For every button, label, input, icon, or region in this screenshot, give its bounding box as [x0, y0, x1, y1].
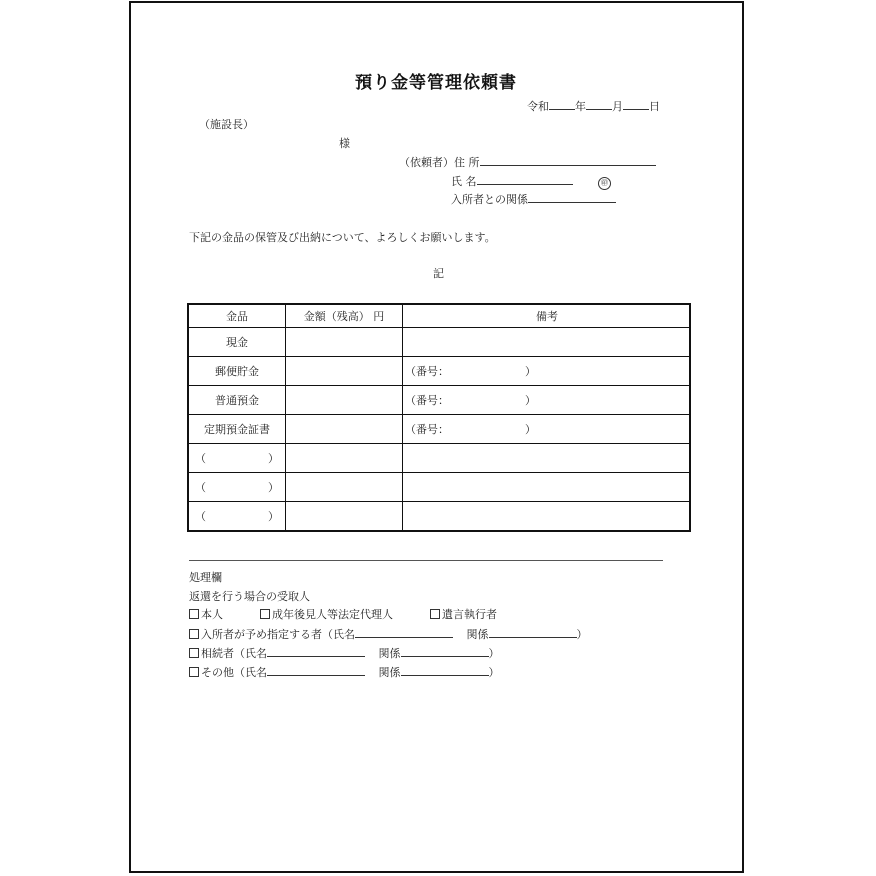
item-cell: 普通預金 — [188, 386, 286, 415]
option-executor-label: 遺言執行者 — [442, 608, 497, 621]
heir-name-field[interactable] — [267, 646, 365, 657]
amount-cell[interactable] — [286, 415, 403, 444]
amount-cell[interactable] — [286, 328, 403, 357]
option-self-label: 本人 — [201, 608, 223, 621]
option-guardian-label: 成年後見人等法定代理人 — [272, 608, 393, 621]
option-heir-label: 相続者（氏名 — [201, 647, 267, 660]
amount-cell[interactable] — [286, 473, 403, 502]
requester-relation-line — [451, 192, 616, 206]
table-row — [188, 357, 690, 386]
other-relation-field[interactable] — [401, 665, 489, 676]
table-row — [188, 415, 690, 444]
checkbox-self[interactable] — [189, 609, 199, 619]
heir-row: 相続者（氏名 関係 ） — [189, 646, 500, 660]
year-blank[interactable] — [549, 99, 575, 110]
header-note: 備考 — [403, 304, 691, 328]
checkbox-heir[interactable] — [189, 648, 199, 658]
document-page — [129, 1, 744, 873]
date-year-label: 年 — [575, 100, 586, 113]
note-cell[interactable] — [403, 444, 691, 473]
option-designated-label: 入所者が予め指定する者（氏名 — [201, 628, 355, 641]
table-row — [188, 386, 690, 415]
receiver-options-row — [189, 608, 497, 621]
month-blank[interactable] — [586, 99, 612, 110]
table-row — [188, 502, 690, 532]
name-label: 氏 名 — [451, 175, 477, 188]
address-field[interactable] — [480, 155, 656, 166]
item-cell: 定期預金証書 — [188, 415, 286, 444]
address-label: 住 所 — [454, 156, 480, 169]
item-cell-blank[interactable]: （ ） — [188, 473, 286, 502]
table-row — [188, 328, 690, 357]
note-number-label: （番号： — [405, 365, 449, 378]
other-name-field[interactable] — [267, 665, 365, 676]
item-cell: 現金 — [188, 328, 286, 357]
name-field[interactable] — [477, 174, 573, 185]
checkbox-executor[interactable] — [430, 609, 440, 619]
item-cell-blank[interactable]: （ ） — [188, 502, 286, 532]
other-row: その他（氏名 関係 ） — [189, 665, 500, 679]
relation-label: 関係 — [378, 647, 401, 660]
item-cell: 郵便貯金 — [188, 357, 286, 386]
receiver-label: 返還を行う場合の受取人 — [189, 590, 310, 603]
note-cell[interactable] — [403, 473, 691, 502]
recipient-honorific: 様 — [339, 137, 350, 150]
date-line — [527, 99, 660, 113]
relation-label: 関係 — [466, 628, 489, 641]
processing-title: 処理欄 — [189, 571, 222, 584]
document-title: 預り金等管理依頼書 — [355, 73, 517, 93]
amount-cell[interactable] — [286, 502, 403, 532]
note-close: ） — [525, 423, 536, 436]
seal-icon: ㊞ — [598, 177, 611, 190]
note-close: ） — [525, 394, 536, 407]
requester-label: （依頼者） — [399, 156, 454, 169]
requester-address-line — [399, 155, 656, 169]
date-day-label: 日 — [649, 100, 660, 113]
designated-row: 入所者が予め指定する者（氏名 関係 ） — [189, 627, 588, 641]
note-number-label: （番号： — [405, 394, 449, 407]
designated-name-field[interactable] — [355, 627, 453, 638]
table-header-row — [188, 304, 690, 328]
amount-cell[interactable] — [286, 444, 403, 473]
note-cell[interactable] — [403, 328, 691, 357]
note-number-label: （番号： — [405, 423, 449, 436]
items-table — [187, 303, 691, 532]
intro-text: 下記の金品の保管及び出納について、よろしくお願いします。 — [189, 231, 496, 244]
relation-label: 入所者との関係 — [451, 193, 528, 206]
section-divider — [189, 560, 663, 561]
note-cell[interactable] — [403, 502, 691, 532]
table-row — [188, 473, 690, 502]
requester-name-line — [451, 174, 611, 190]
relation-label: 関係 — [378, 666, 401, 679]
note-cell[interactable] — [403, 415, 691, 444]
note-close: ） — [525, 365, 536, 378]
header-amount: 金額（残高） 円 — [286, 304, 403, 328]
checkbox-designated[interactable] — [189, 629, 199, 639]
designated-relation-field[interactable] — [489, 627, 577, 638]
item-cell-blank[interactable]: （ ） — [188, 444, 286, 473]
ki-heading: 記 — [433, 267, 444, 280]
note-cell[interactable] — [403, 357, 691, 386]
relation-field[interactable] — [528, 192, 616, 203]
date-month-label: 月 — [612, 100, 623, 113]
recipient-name: （施設長） — [199, 118, 254, 131]
day-blank[interactable] — [623, 99, 649, 110]
note-cell[interactable] — [403, 386, 691, 415]
checkbox-other[interactable] — [189, 667, 199, 677]
table-row — [188, 444, 690, 473]
amount-cell[interactable] — [286, 357, 403, 386]
amount-cell[interactable] — [286, 386, 403, 415]
header-item: 金品 — [188, 304, 286, 328]
heir-relation-field[interactable] — [401, 646, 489, 657]
option-other-label: その他（氏名 — [201, 666, 267, 679]
checkbox-guardian[interactable] — [260, 609, 270, 619]
date-era: 令和 — [527, 100, 549, 113]
